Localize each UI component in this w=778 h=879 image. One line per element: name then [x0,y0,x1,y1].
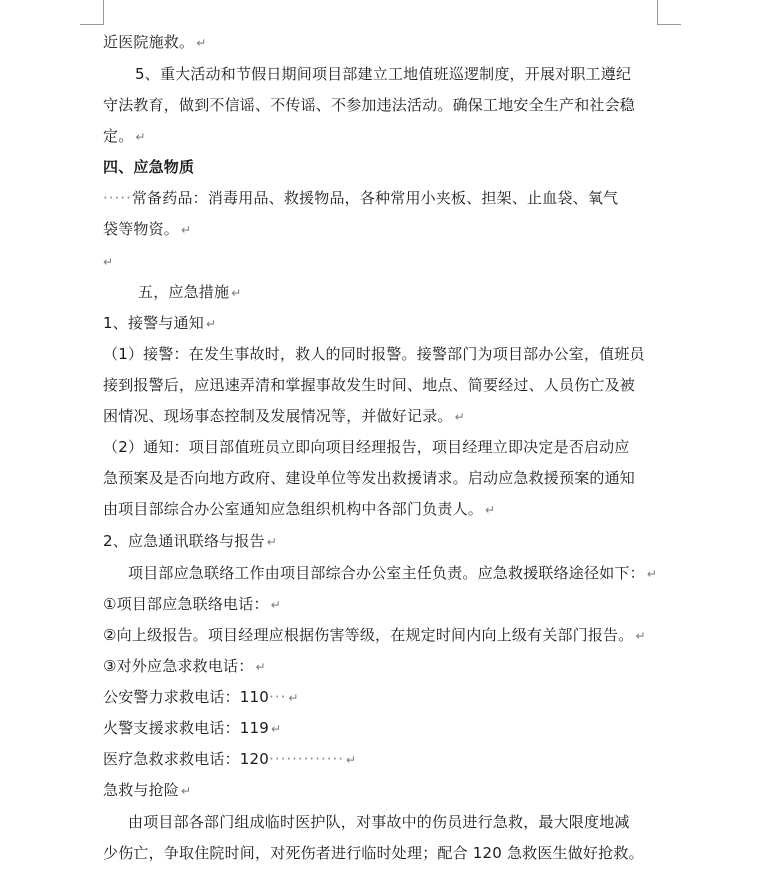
subsection-heading[interactable]: 2、应急通讯联络与报告 ↵ [103,532,278,550]
text-line[interactable]: 项目部应急联络工作由项目部综合办公室主任负责。应急救援联络途径如下： ↵ [128,564,658,582]
phone-line[interactable]: 公安警力求救电话：110··· ↵ [103,688,299,706]
list-item[interactable]: ②向上级报告。项目经理应根据伤害等级，在规定时间内向上级有关部门报告。 ↵ [103,626,646,644]
list-item[interactable]: ③对外应急求救电话： ↵ [103,657,266,675]
empty-line[interactable]: ↵ [103,255,114,269]
corner-mark-left-vertical [103,0,104,24]
text-line[interactable]: （2）通知：项目部值班员立即向项目经理报告，项目经理立即决定是否启动应 [103,438,630,456]
text-line[interactable]: 5、重大活动和节假日期间项目部建立工地值班巡逻制度，开展对职工遵纪 [135,65,632,83]
text-line[interactable]: 接到报警后，应迅速弄清和掌握事故发生时间、地点、简要经过、人员伤亡及被 [103,376,636,394]
list-item[interactable]: ①项目部应急联络电话： ↵ [103,595,281,613]
text-line[interactable]: 由项目部综合办公室通知应急组织机构中各部门负责人。 ↵ [103,500,496,518]
text-line[interactable]: 困情况、现场事态控制及发展情况等，并做好记录。 ↵ [103,407,465,425]
text-line[interactable]: （1）接警：在发生事故时，救人的同时报警。接警部门为项目部办公室，值班员 [103,345,645,363]
corner-mark-right-horizontal [657,24,681,25]
text-line[interactable]: 少伤亡，争取住院时间，对死伤者进行临时处理；配合 120 急救医生做好抢救。 [103,844,644,862]
subsection-heading[interactable]: 急救与抢险 ↵ [103,781,192,799]
text-line[interactable]: 近医院施救。 ↵ [103,33,207,51]
text-line[interactable]: 守法教育，做到不信谣、不传谣、不参加违法活动。确保工地安全生产和社会稳 [103,96,636,114]
text-line[interactable]: 急预案及是否向地方政府、建设单位等发出救援请求。启动应急救援预案的通知 [103,469,636,487]
corner-mark-left-horizontal [80,24,104,25]
corner-mark-right-vertical [657,0,658,24]
phone-line[interactable]: 医疗急救求救电话：120············· ↵ [103,750,357,768]
text-line[interactable]: 袋等物资。 ↵ [103,220,192,238]
section-heading[interactable]: 四、应急物质 [103,158,195,176]
text-line[interactable]: ·····常备药品：消毒用品、救援物品，各种常用小夹板、担架、止血袋、氧气 [103,189,619,207]
subsection-heading[interactable]: 1、接警与通知 ↵ [103,314,217,332]
text-line[interactable]: 由项目部各部门组成临时医护队，对事故中的伤员进行急救，最大限度地减 [128,813,630,831]
section-heading[interactable]: 五，应急措施 ↵ [138,283,242,301]
phone-line[interactable]: 火警支援求救电话：119 ↵ [103,719,282,737]
text-line[interactable]: 定。 ↵ [103,127,146,145]
